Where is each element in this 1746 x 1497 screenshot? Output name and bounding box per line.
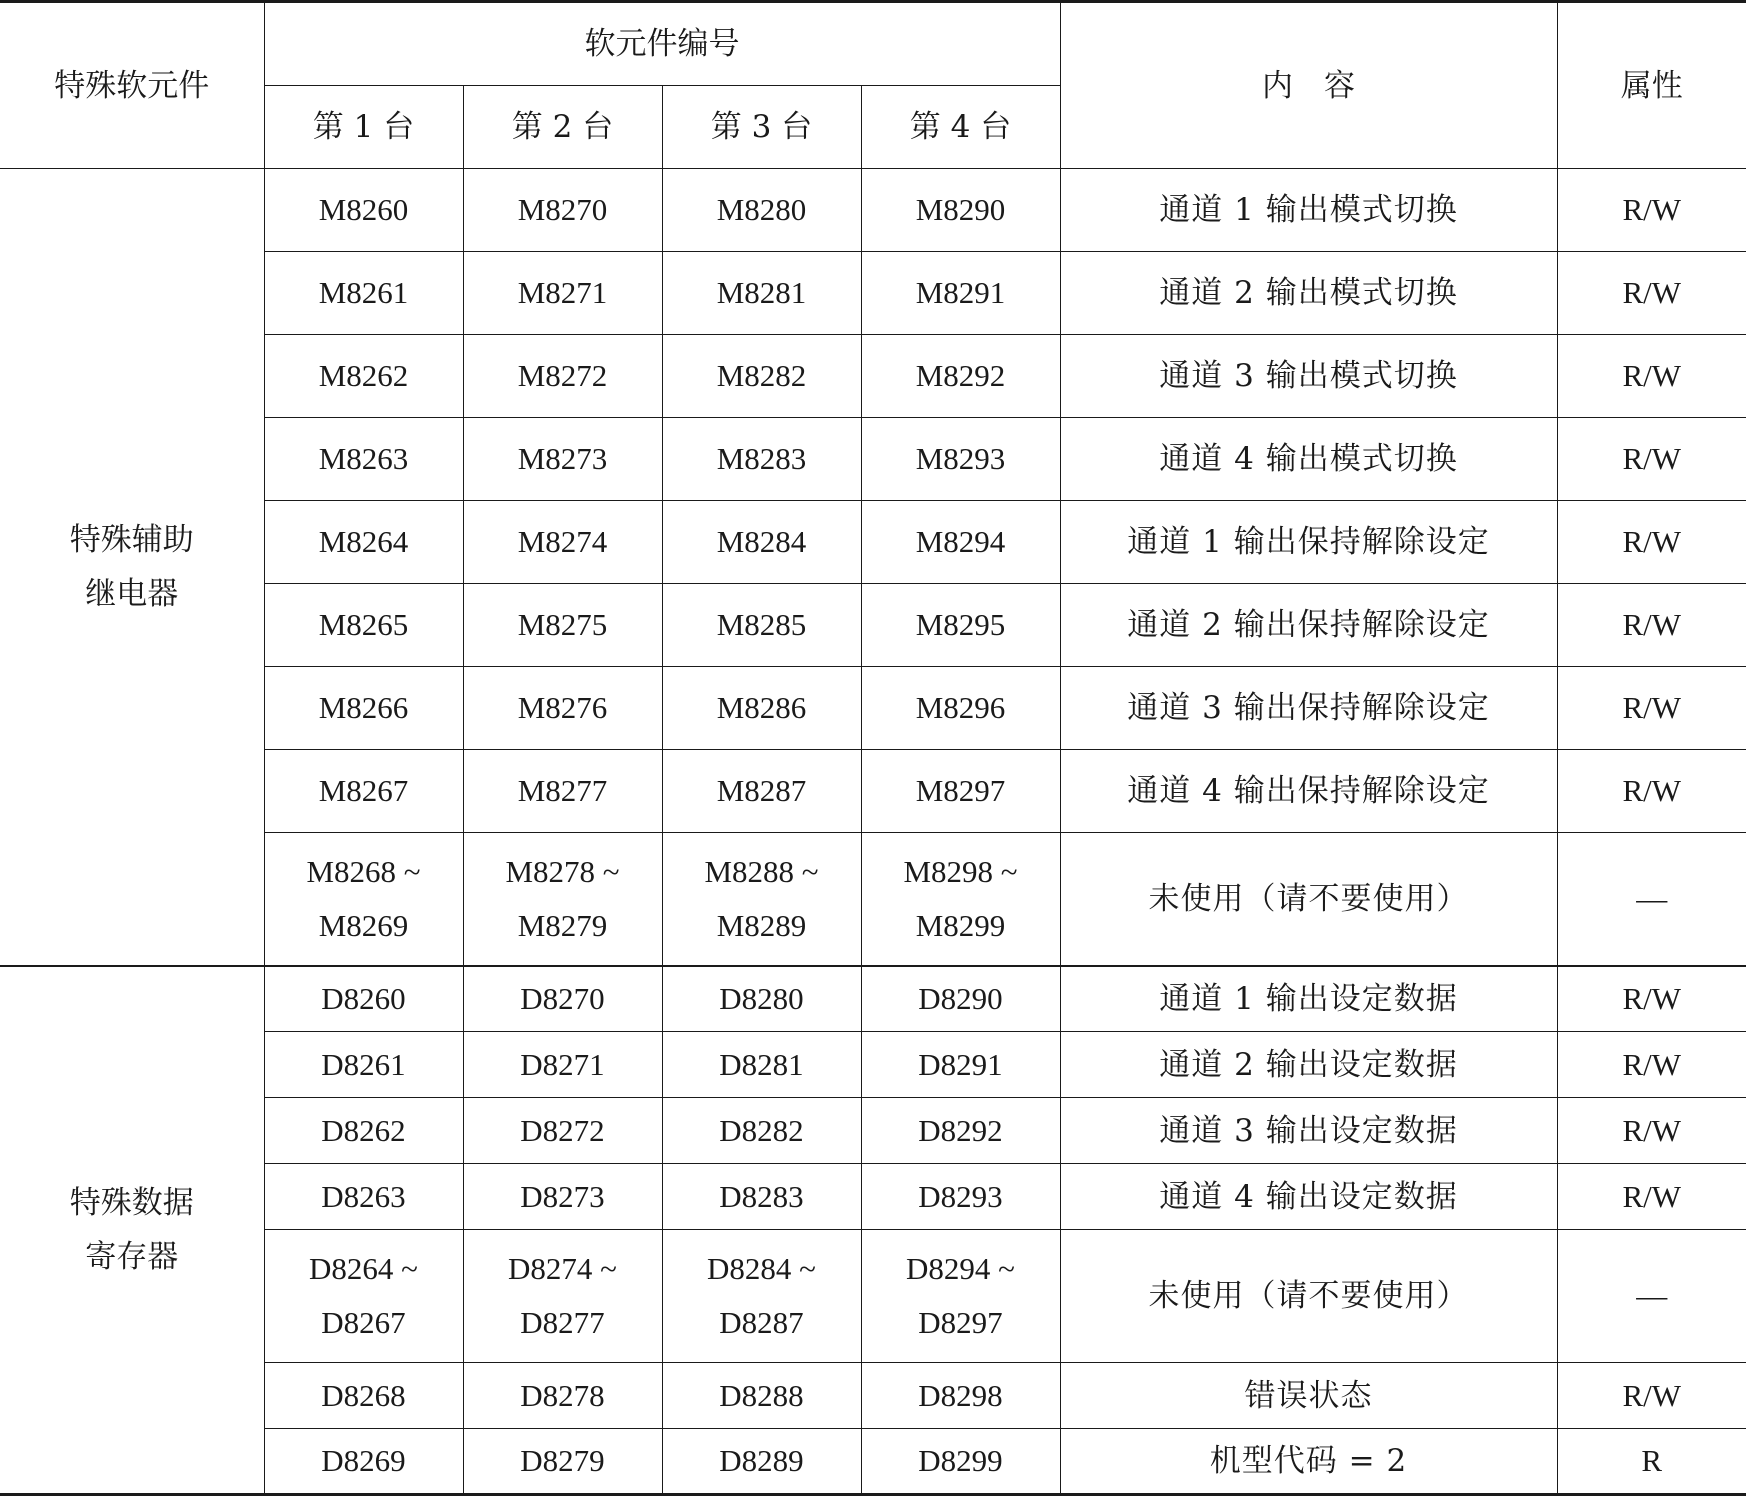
device-code-cell xyxy=(264,1429,463,1495)
device-code-cell xyxy=(463,1164,662,1230)
device-code-cell xyxy=(662,169,861,252)
device-code-cell xyxy=(861,1098,1060,1164)
device-code-cell xyxy=(861,252,1060,335)
attribute-cell: R/W xyxy=(1557,1363,1746,1429)
device-code: M8296 xyxy=(915,690,1006,725)
device-code: D8261 xyxy=(321,1046,406,1082)
device-code: M8294 xyxy=(915,524,1006,559)
device-code-cell xyxy=(662,584,861,667)
device-code-cell xyxy=(662,1098,861,1164)
device-code: M8264 xyxy=(318,524,409,559)
device-code: M8269 xyxy=(318,907,409,943)
device-code-cell xyxy=(264,1363,463,1429)
content-cell: 通道 3 输出设定数据 xyxy=(1060,1098,1557,1164)
content-cell: 通道 4 输出模式切换 xyxy=(1060,418,1557,501)
device-code: M8292 xyxy=(915,358,1006,393)
device-code: D8270 xyxy=(520,980,605,1016)
device-code-cell xyxy=(463,833,662,966)
device-code: D8274 ~ xyxy=(508,1251,617,1286)
device-code-cell xyxy=(264,252,463,335)
content-cell: 通道 2 输出保持解除设定 xyxy=(1060,584,1557,667)
device-code-cell xyxy=(861,169,1060,252)
device-code: D8299 xyxy=(918,1443,1003,1478)
attribute-cell: R/W xyxy=(1557,584,1746,667)
device-code: D8278 xyxy=(520,1377,605,1413)
device-code: M8262 xyxy=(318,358,409,393)
header-unit-3: 第 3 台 xyxy=(662,86,861,169)
device-code-cell xyxy=(662,1032,861,1098)
device-code-cell xyxy=(662,252,861,335)
device-code: M8286 xyxy=(716,690,807,725)
device-code-cell xyxy=(463,1230,662,1363)
device-code-cell xyxy=(463,584,662,667)
group-name-line: 寄存器 xyxy=(85,1238,179,1275)
device-code: M8265 xyxy=(318,607,409,642)
device-code-cell xyxy=(861,966,1060,1032)
device-code: M8268 ~ xyxy=(306,853,421,889)
device-code-cell xyxy=(264,584,463,667)
device-code-cell xyxy=(264,335,463,418)
device-code: D8284 ~ xyxy=(707,1251,816,1286)
device-code: M8267 xyxy=(318,773,409,808)
device-code-cell xyxy=(861,1164,1060,1230)
content-cell: 未使用（请不要使用） xyxy=(1060,1230,1557,1363)
device-code: D8294 ~ xyxy=(906,1251,1015,1286)
device-code: D8269 xyxy=(321,1443,406,1478)
device-code-cell xyxy=(463,1098,662,1164)
attribute-cell: R/W xyxy=(1557,750,1746,833)
device-code-cell xyxy=(861,750,1060,833)
device-code: D8280 xyxy=(719,980,804,1016)
header-device-number: 软元件编号 xyxy=(264,2,1060,86)
content-cell: 通道 3 输出保持解除设定 xyxy=(1060,667,1557,750)
content-cell: 机型代码 = 2 xyxy=(1060,1429,1557,1495)
device-code: M8282 xyxy=(716,358,807,393)
device-code-cell xyxy=(861,833,1060,966)
device-code: D8264 ~ xyxy=(309,1251,418,1286)
device-code: D8272 xyxy=(520,1112,605,1148)
header-content: 内 容 xyxy=(1060,2,1557,169)
device-code-cell xyxy=(861,667,1060,750)
device-code-cell xyxy=(662,418,861,501)
device-code-cell xyxy=(264,966,463,1032)
device-code: D8293 xyxy=(918,1178,1003,1214)
device-code-cell xyxy=(861,1032,1060,1098)
header-unit-2: 第 2 台 xyxy=(463,86,662,169)
group-name-line: 特殊数据 xyxy=(69,1184,194,1221)
device-code: D8279 xyxy=(520,1443,605,1478)
device-code: D8292 xyxy=(918,1112,1003,1148)
device-code: D8262 xyxy=(321,1112,406,1148)
attribute-cell: R/W xyxy=(1557,501,1746,584)
device-code: D8288 xyxy=(719,1377,804,1413)
device-code-cell xyxy=(861,1230,1060,1363)
content-cell: 通道 1 输出设定数据 xyxy=(1060,966,1557,1032)
device-code: M8274 xyxy=(517,524,608,559)
device-code-cell xyxy=(264,418,463,501)
device-code-cell xyxy=(861,501,1060,584)
device-code: M8275 xyxy=(517,607,608,642)
device-code-cell xyxy=(861,1429,1060,1495)
device-code-cell xyxy=(463,335,662,418)
device-code-cell xyxy=(662,667,861,750)
device-code: M8289 xyxy=(716,907,807,943)
device-code: M8277 xyxy=(517,773,608,808)
attribute-cell: R/W xyxy=(1557,1032,1746,1098)
content-cell: 通道 1 输出模式切换 xyxy=(1060,169,1557,252)
device-code: D8271 xyxy=(520,1046,605,1082)
table-row xyxy=(0,966,1746,1032)
device-code-cell xyxy=(264,833,463,966)
header-unit-4: 第 4 台 xyxy=(861,86,1060,169)
attribute-cell: — xyxy=(1557,833,1746,966)
device-code-cell xyxy=(264,667,463,750)
device-code-cell xyxy=(662,1164,861,1230)
content-cell: 通道 2 输出设定数据 xyxy=(1060,1032,1557,1098)
attribute-cell: R/W xyxy=(1557,1164,1746,1230)
device-code: D8260 xyxy=(321,980,406,1016)
device-code-cell xyxy=(861,584,1060,667)
group-name-cell xyxy=(0,966,264,1495)
device-code: M8287 xyxy=(716,773,807,808)
device-code: M8281 xyxy=(716,275,807,310)
content-cell: 未使用（请不要使用） xyxy=(1060,833,1557,966)
content-cell: 通道 1 输出保持解除设定 xyxy=(1060,501,1557,584)
device-code: M8263 xyxy=(318,441,409,476)
attribute-cell: R/W xyxy=(1557,169,1746,252)
device-code: M8266 xyxy=(318,690,409,725)
device-code-cell xyxy=(463,750,662,833)
group-name-line: 继电器 xyxy=(85,575,179,612)
device-code: M8270 xyxy=(517,192,608,227)
device-code-cell xyxy=(463,501,662,584)
device-code: M8272 xyxy=(517,358,608,393)
device-code: D8267 xyxy=(321,1305,406,1340)
device-code: D8273 xyxy=(520,1178,605,1214)
header-special-device: 特殊软元件 xyxy=(0,2,264,169)
content-cell: 通道 4 输出设定数据 xyxy=(1060,1164,1557,1230)
device-code: M8284 xyxy=(716,524,807,559)
device-code: M8276 xyxy=(517,690,608,725)
device-code: M8260 xyxy=(318,192,409,227)
device-code: M8295 xyxy=(915,607,1006,642)
device-code-cell xyxy=(662,750,861,833)
content-cell: 通道 4 输出保持解除设定 xyxy=(1060,750,1557,833)
device-code-cell xyxy=(861,418,1060,501)
device-code: D8283 xyxy=(719,1178,804,1214)
device-code: D8291 xyxy=(918,1046,1003,1082)
device-code-cell xyxy=(264,169,463,252)
device-code: M8271 xyxy=(517,275,608,310)
device-code-cell xyxy=(662,966,861,1032)
device-code: M8297 xyxy=(915,773,1006,808)
device-code: M8285 xyxy=(716,607,807,642)
device-code: D8287 xyxy=(719,1305,804,1340)
device-code: M8290 xyxy=(915,192,1006,227)
device-code-cell xyxy=(662,1230,861,1363)
attribute-cell: R/W xyxy=(1557,418,1746,501)
device-code-cell xyxy=(662,335,861,418)
device-code-cell xyxy=(463,418,662,501)
device-code: M8283 xyxy=(716,441,807,476)
device-code: D8277 xyxy=(520,1305,605,1340)
device-code: D8282 xyxy=(719,1112,804,1148)
device-code-cell xyxy=(463,966,662,1032)
device-code: M8278 ~ xyxy=(505,853,620,889)
content-cell: 通道 3 输出模式切换 xyxy=(1060,335,1557,418)
header-unit-1: 第 1 台 xyxy=(264,86,463,169)
device-code: D8297 xyxy=(918,1305,1003,1340)
device-code-cell xyxy=(264,1230,463,1363)
device-code-cell xyxy=(264,501,463,584)
device-code-cell xyxy=(264,750,463,833)
device-code: M8298 ~ xyxy=(903,853,1018,889)
attribute-cell: R/W xyxy=(1557,1098,1746,1164)
attribute-cell: R/W xyxy=(1557,252,1746,335)
device-code: D8290 xyxy=(918,980,1003,1016)
device-code: D8263 xyxy=(321,1178,406,1214)
device-code-cell xyxy=(463,1429,662,1495)
device-code: M8279 xyxy=(517,907,608,943)
device-code-cell xyxy=(662,833,861,966)
device-code-cell xyxy=(463,252,662,335)
header-attribute: 属性 xyxy=(1557,2,1746,169)
device-code-cell xyxy=(662,1429,861,1495)
device-code: D8289 xyxy=(719,1443,804,1478)
device-code: M8299 xyxy=(915,907,1006,943)
device-code-cell xyxy=(463,1032,662,1098)
device-code: D8268 xyxy=(321,1377,406,1413)
attribute-cell: R/W xyxy=(1557,966,1746,1032)
attribute-cell: — xyxy=(1557,1230,1746,1363)
table-row xyxy=(0,169,1746,252)
device-code-cell xyxy=(264,1098,463,1164)
device-code-cell xyxy=(861,1363,1060,1429)
device-code: M8288 ~ xyxy=(704,853,819,889)
device-code-cell xyxy=(463,169,662,252)
attribute-cell: R/W xyxy=(1557,667,1746,750)
content-cell: 通道 2 输出模式切换 xyxy=(1060,252,1557,335)
device-code-cell xyxy=(264,1164,463,1230)
attribute-cell: R/W xyxy=(1557,335,1746,418)
attribute-cell: R xyxy=(1557,1429,1746,1495)
device-code: D8298 xyxy=(918,1377,1003,1413)
group-name-line: 特殊辅助 xyxy=(69,521,194,558)
device-code: M8261 xyxy=(318,275,409,310)
device-code: M8291 xyxy=(915,275,1006,310)
group-name-cell xyxy=(0,169,264,966)
device-code-cell xyxy=(463,667,662,750)
device-code-cell xyxy=(662,1363,861,1429)
table-body xyxy=(0,169,1746,1495)
device-code-cell xyxy=(662,501,861,584)
device-code-cell xyxy=(861,335,1060,418)
device-code: M8273 xyxy=(517,441,608,476)
content-cell: 错误状态 xyxy=(1060,1363,1557,1429)
device-code: M8293 xyxy=(915,441,1006,476)
device-code: D8281 xyxy=(719,1046,804,1082)
device-code: M8280 xyxy=(716,192,807,227)
device-code-cell xyxy=(264,1032,463,1098)
device-code-cell xyxy=(463,1363,662,1429)
